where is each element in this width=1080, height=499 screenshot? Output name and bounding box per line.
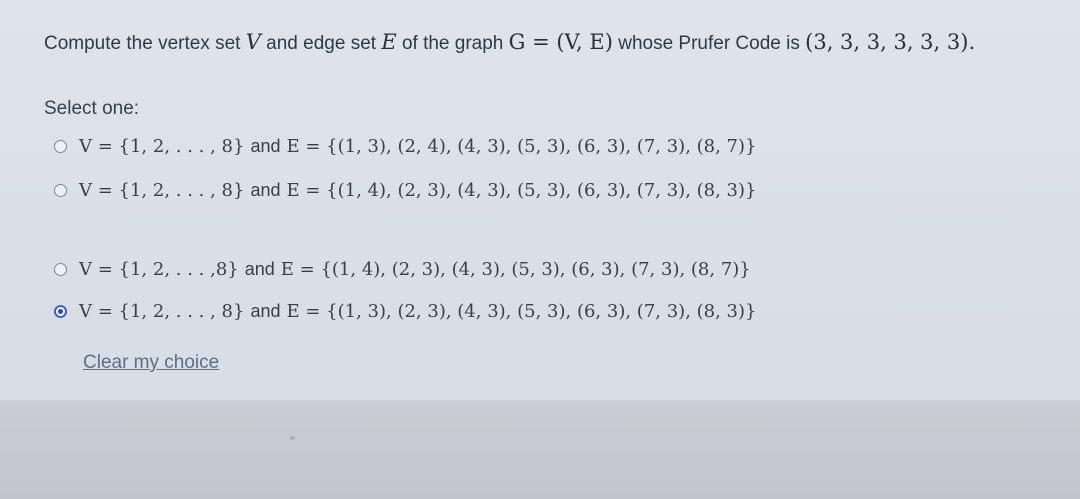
option-2-vertex-set: V = {1, 2, . . . , 8}: [79, 179, 245, 201]
option-3-vertex-set: V = {1, 2, . . . ,8}: [79, 258, 239, 280]
option-2-and: and: [250, 179, 281, 200]
option-3-edge-set: E = {(1, 4), (2, 3), (4, 3), (5, 3), (6, 3), (7, 3), (8, 7)}: [280, 258, 751, 280]
edge-symbol: E: [381, 30, 397, 54]
option-1-and: and: [250, 135, 281, 156]
question-mid1: and edge set: [260, 33, 382, 54]
answer-option-2[interactable]: [54, 176, 756, 204]
answer-option-1[interactable]: [54, 132, 756, 160]
option-2-edge-set: E = {(1, 4), (2, 3), (4, 3), (5, 3), (6, 3), (7, 3), (8, 3)}: [286, 179, 757, 201]
prufer-code: (3, 3, 3, 3, 3, 3).: [805, 30, 976, 54]
vertex-symbol: V: [245, 30, 261, 54]
option-1-vertex-set: V = {1, 2, . . . , 8}: [79, 135, 245, 157]
answer-option-3[interactable]: [54, 255, 751, 283]
question-prefix: Compute the vertex set: [44, 33, 246, 54]
clear-my-choice-link[interactable]: Clear my choice: [83, 352, 220, 373]
radio-option-1[interactable]: [54, 140, 67, 153]
question-text: [44, 30, 975, 55]
select-one-label: Select one:: [44, 98, 140, 119]
radio-option-2[interactable]: [54, 184, 67, 197]
question-mid3: whose Prufer Code is: [612, 33, 806, 54]
radio-option-3[interactable]: [54, 263, 67, 276]
option-4-and: and: [250, 300, 281, 321]
option-1-edge-set: E = {(1, 3), (2, 4), (4, 3), (5, 3), (6, 3), (7, 3), (8, 7)}: [286, 135, 757, 157]
radio-option-4-selected[interactable]: [54, 305, 67, 318]
option-4-vertex-set: V = {1, 2, . . . , 8}: [79, 300, 245, 322]
graph-expression: G = (V, E): [508, 30, 613, 54]
question-mid2: of the graph: [396, 33, 509, 54]
answer-option-4[interactable]: [54, 297, 756, 325]
screen-smudge: [290, 436, 295, 440]
option-3-and: and: [244, 258, 275, 279]
option-4-edge-set: E = {(1, 3), (2, 3), (4, 3), (5, 3), (6, 3), (7, 3), (8, 3)}: [286, 300, 757, 322]
